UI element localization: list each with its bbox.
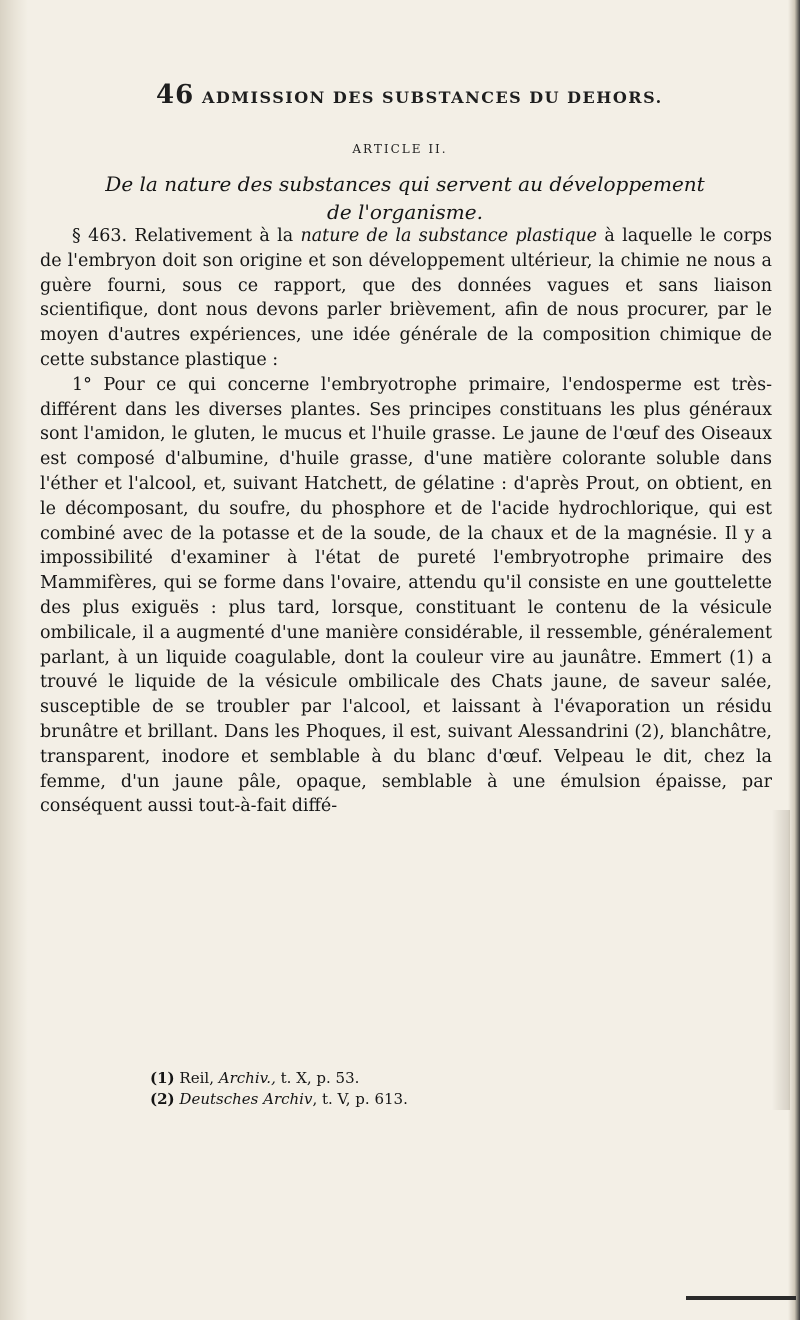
footnote-reference: , t. V, p. 613. xyxy=(312,1090,408,1108)
page-header xyxy=(150,80,750,120)
emphasis-term: nature de la substance plastique xyxy=(300,226,598,246)
running-head: ADMISSION DES SUBSTANCES DU DEHORS. xyxy=(202,88,663,107)
page-gutter-shadow xyxy=(0,0,28,1320)
footnote-title: Archiv., xyxy=(218,1069,276,1087)
footnote-number: (2) xyxy=(150,1090,175,1108)
footnote-2 xyxy=(150,1089,750,1110)
paragraph-text-start: Relativement à la xyxy=(127,226,301,246)
footnote-number: (1) xyxy=(150,1069,175,1087)
paragraph-embryotrophe: 1° Pour ce qui concerne l'embryotrophe primaire, l'endosperme est très-différent dans les diverses plantes. Ses principes constituans les plus généraux sont l'amidon, le gluten, le mucus et l'huile grasse. Le jaune de l'œuf des Oiseaux est composé d'albumine, d'huile grasse, d'une matière colorante soluble dans l'éther et l'alcool, et, suivant Hatchett, de gélatine : d'après Prout, on obtient, en le décomposant, du soufre, du phosphore et de l'acide hydrochlorique, qui est combiné avec de la potasse et de la soude, de la chaux et de la magnésie. Il y a impossibilité d'examiner à l'état de pureté l'embryotrophe primaire des Mammifères, qui se forme dans l'ovaire, attendu qu'il consiste en une gouttelette des plus exiguës : plus tard, lorsque, constituant le contenu de la vésicule ombilicale, il a augmenté d'une manière considérable, il ressemble, généralement parlant, à un liquide coagulable, dont la couleur vire au jaunâtre. Emmert (1) a trouvé le liquide de la vésicule ombilicale des Chats jaune, de saveur salée, susceptible de se troubler par l'alcool, et laissant à l'évaporation un résidu brunâtre et brillant. Dans les Phoques, il est, suivant Alessandrini (2), blanchâtre, transparent, inodore et semblable à du blanc d'œuf. Velpeau le dit, chez la femme, d'un jaune pâle, opaque, semblable à une émulsion épaisse, par conséquent aussi tout-à-fait diffé- xyxy=(40,374,772,817)
footnote-reference: t. X, p. 53. xyxy=(280,1069,360,1087)
body-text xyxy=(40,224,772,819)
footnotes xyxy=(150,1068,750,1110)
section-title-line-1: De la nature des substances qui servent au développement xyxy=(105,172,705,196)
footnote-1 xyxy=(150,1068,750,1089)
section-title-line-2: de l'organisme. xyxy=(327,200,483,224)
paper-stain xyxy=(772,810,790,1110)
page-edge xyxy=(788,0,800,1320)
section-marker: § 463. xyxy=(72,226,128,246)
section-title xyxy=(60,170,750,226)
footnote-author: Reil, xyxy=(179,1069,214,1087)
edge-rule xyxy=(686,1296,796,1300)
footnote-title: Deutsches Archiv xyxy=(179,1090,313,1108)
page-number: 46 xyxy=(156,80,195,110)
paragraph-463 xyxy=(40,224,772,373)
paragraph-text-end: à laquelle le corps de l'embryon doit son origine et son développement ultérieur, la chimie ne nous a guère fourni, sous ce rapport, que des données vagues et sans liaison scientifique, dont nous devons parler brièvement, afin de nous procurer, par le moyen d'autres expériences, une idée générale de la composition chimique de cette substance plastique : xyxy=(40,226,772,370)
article-label: ARTICLE II. xyxy=(352,142,448,156)
